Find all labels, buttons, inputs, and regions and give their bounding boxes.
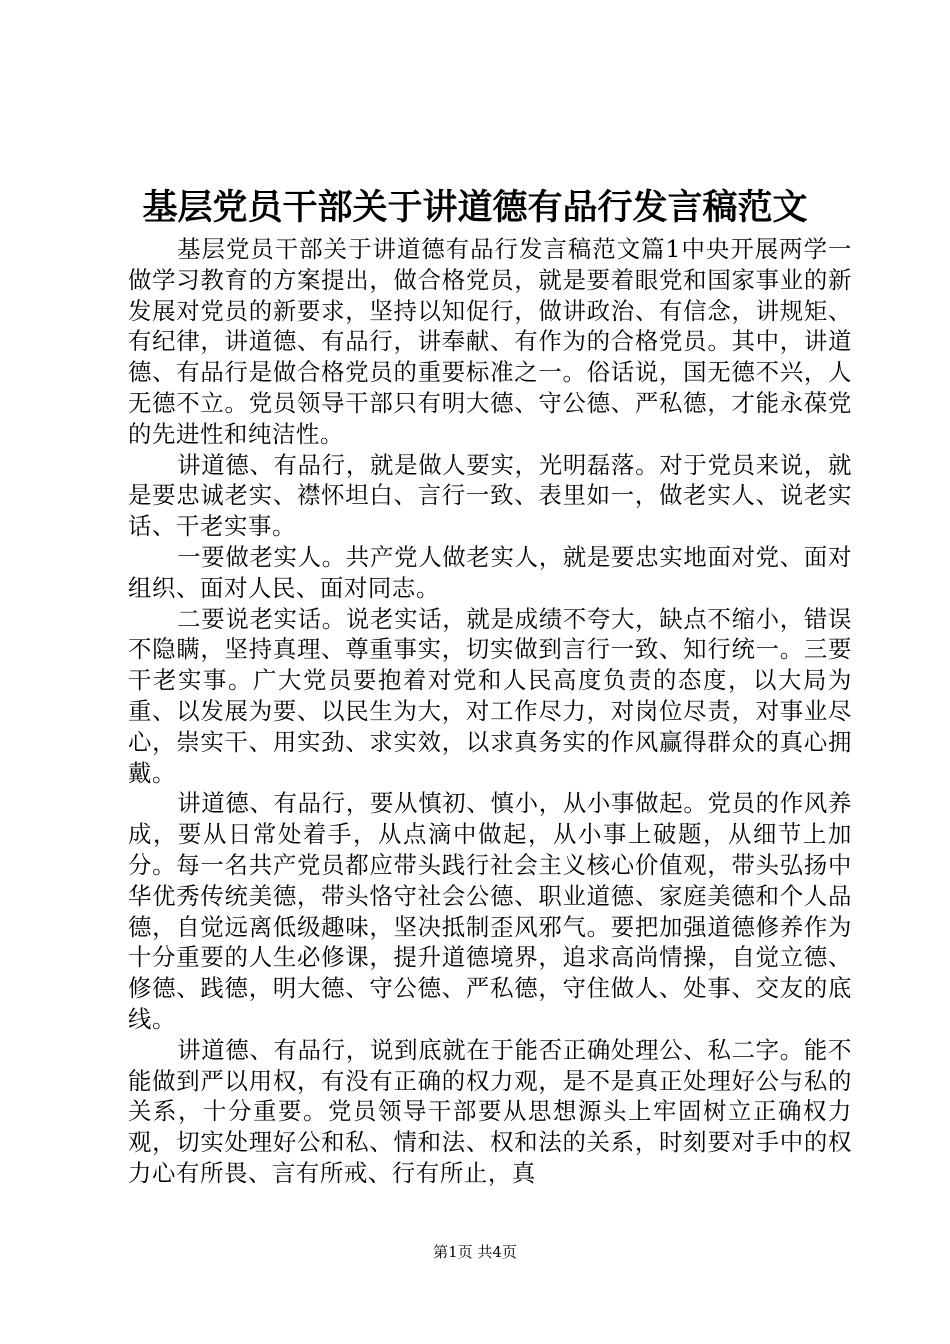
- document-title: 基层党员干部关于讲道德有品行发言稿范文: [142, 187, 808, 228]
- document-body: [128, 234, 852, 1189]
- page-number-footer: 第1页 共4页: [433, 1243, 517, 1261]
- paragraph: 讲道德、有品行，要从慎初、慎小，从小事做起。党员的作风养成，要从日常处着手，从点滴中做起，从小事上破题，从细节上加分。每一名共产党员都应带头践行社会主义核心价值观，带头弘扬中华优秀传统美德，带头恪守社会公德、职业道德、家庭美德和个人品德，自觉远离低级趣味，坚决抵制歪风邪气。要把加强道德修养作为十分重要的人生必修课，提升道德境界，追求高尚情操，自觉立德、修德、践德，明大德、守公德、严私德，守住做人、处事、交友的底线。: [128, 789, 852, 1033]
- paragraph: 基层党员干部关于讲道德有品行发言稿范文篇1中央开展两学一做学习教育的方案提出，做合格党员，就是要着眼党和国家事业的新发展对党员的新要求，坚持以知促行，做讲政治、有信念，讲规矩、有纪律，讲道德、有品行，讲奉献、有作为的合格党员。其中，讲道德、有品行是做合格党员的重要标准之一。俗话说，国无德不兴，人无德不立。党员领导干部只有明大德、守公德、严私德，才能永葆党的先进性和纯洁性。: [128, 235, 852, 448]
- paragraph: 讲道德、有品行，说到底就在于能否正确处理公、私二字。能不能做到严以用权，有没有正确的权力观，是不是真正处理好公与私的关系，十分重要。党员领导干部要从思想源头上牢固树立正确权力观，切实处理好公和私、情和法、权和法的关系，时刻要对手中的权力心有所畏、言有所戒、行有所止，真: [128, 1035, 852, 1187]
- paragraph: 一要做老实人。共产党人做老实人，就是要忠实地面对党、面对组织、面对人民、面对同志。: [128, 542, 852, 602]
- paragraph: 二要说老实话。说老实话，就是成绩不夸大，缺点不缩小，错误不隐瞒，坚持真理、尊重事实，切实做到言行一致、知行统一。三要干老实事。广大党员要抱着对党和人民高度负责的态度，以大局为重、以发展为要、以民生为大，对工作尽力，对岗位尽责，对事业尽心，崇实干、用实劲、求实效，以求真务实的作风赢得群众的真心拥戴。: [128, 604, 852, 787]
- paragraph: 讲道德、有品行，就是做人要实，光明磊落。对于党员来说，就是要忠诚老实、襟怀坦白、言行一致、表里如一，做老实人、说老实话、干老实事。: [128, 450, 852, 541]
